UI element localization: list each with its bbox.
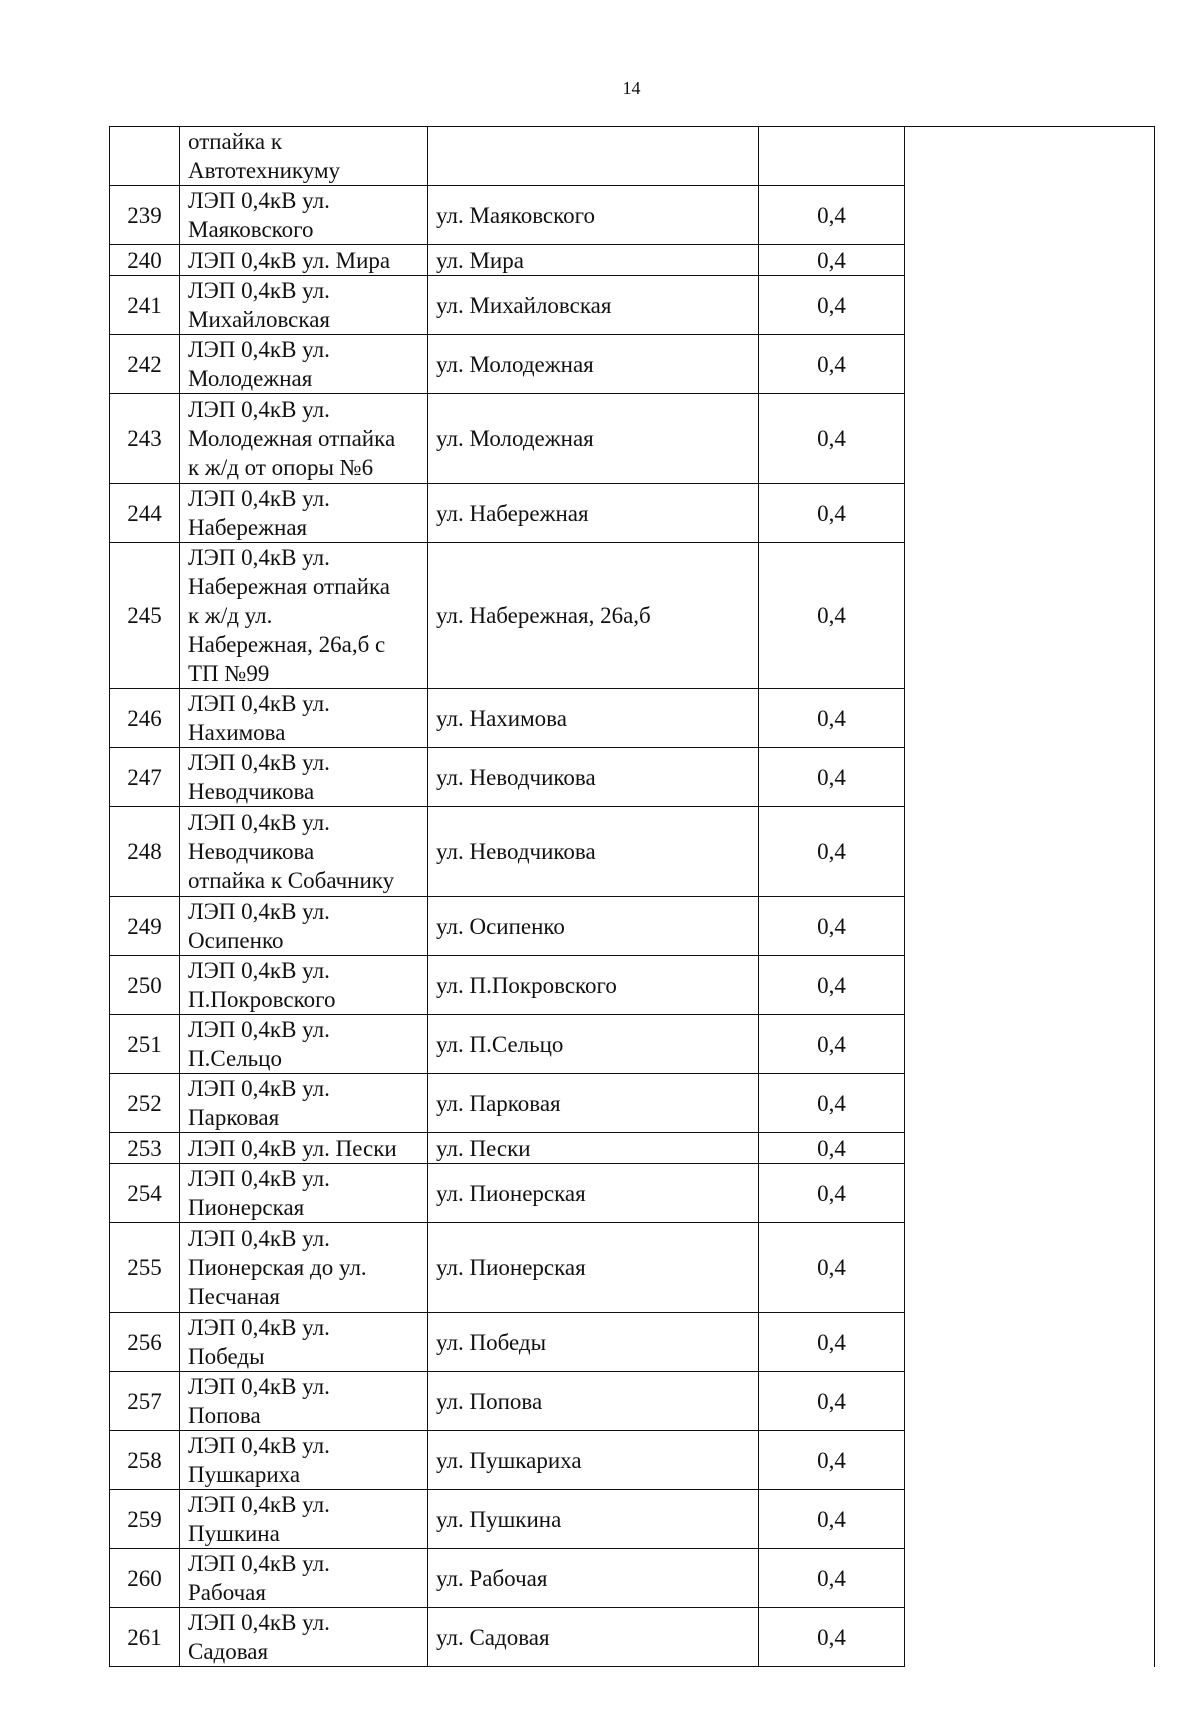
- voltage-cell: 0,4: [759, 689, 905, 748]
- line-name-cell: [180, 186, 428, 245]
- line-name-text: отпайка к Собачнику: [188, 868, 395, 893]
- voltage-cell: 0,4: [759, 335, 905, 394]
- voltage-cell: 0,4: [759, 1431, 905, 1490]
- street-cell: [428, 127, 759, 186]
- line-name-text: Пионерская: [188, 1195, 305, 1220]
- line-name-text: Михайловская: [188, 307, 330, 332]
- line-name-text: ЛЭП 0,4кВ ул.: [188, 1226, 330, 1251]
- street-cell: ул. Пески: [428, 1133, 759, 1164]
- line-name-text: отпайка к: [188, 129, 283, 154]
- voltage-cell: 0,4: [759, 1549, 905, 1608]
- line-name-text: Нахимова: [188, 720, 286, 745]
- row-number: 258: [110, 1431, 180, 1490]
- voltage-cell: 0,4: [759, 1015, 905, 1074]
- row-number: 254: [110, 1164, 180, 1223]
- line-name-cell: [180, 1490, 428, 1549]
- voltage-cell: 0,4: [759, 1490, 905, 1549]
- row-number: 240: [110, 245, 180, 276]
- line-name-cell: [180, 1549, 428, 1608]
- line-name-cell: [180, 245, 428, 276]
- row-number: 257: [110, 1372, 180, 1431]
- line-name-text: ЛЭП 0,4кВ ул.: [188, 1610, 330, 1635]
- page-number: 14: [622, 78, 641, 98]
- line-name-text: ЛЭП 0,4кВ ул.: [188, 1166, 330, 1191]
- street-cell: ул. Неводчикова: [428, 807, 759, 897]
- street-cell: ул. П.Сельцо: [428, 1015, 759, 1074]
- line-name-text: Набережная отпайка: [188, 574, 390, 599]
- line-name-text: Автотехникуму: [188, 158, 341, 183]
- voltage-cell: 0,4: [759, 1223, 905, 1313]
- line-name-cell: [180, 689, 428, 748]
- street-cell: ул. Пушкина: [428, 1490, 759, 1549]
- voltage-cell: 0,4: [759, 276, 905, 335]
- line-name-text: ТП №99: [188, 661, 270, 686]
- street-cell: ул. Попова: [428, 1372, 759, 1431]
- street-cell: ул. Осипенко: [428, 897, 759, 956]
- voltage-cell: [759, 127, 905, 186]
- line-name-text: Неводчикова: [188, 779, 315, 804]
- voltage-cell: 0,4: [759, 807, 905, 897]
- line-name-text: ЛЭП 0,4кВ ул.: [188, 1551, 330, 1576]
- line-name-cell: [180, 1223, 428, 1313]
- line-name-cell: [180, 748, 428, 807]
- line-name-cell: [180, 1608, 428, 1667]
- street-cell: ул. Пионерская: [428, 1223, 759, 1313]
- street-cell: ул. Садовая: [428, 1608, 759, 1667]
- row-number: 251: [110, 1015, 180, 1074]
- line-name-cell: [180, 1074, 428, 1133]
- street-cell: ул. Рабочая: [428, 1549, 759, 1608]
- line-name-cell: [180, 1015, 428, 1074]
- street-cell: ул. Пушкариха: [428, 1431, 759, 1490]
- row-number: 259: [110, 1490, 180, 1549]
- street-cell: ул. Неводчикова: [428, 748, 759, 807]
- voltage-cell: 0,4: [759, 897, 905, 956]
- voltage-cell: 0,4: [759, 186, 905, 245]
- line-name-text: Пушкина: [188, 1521, 280, 1546]
- row-number: 247: [110, 748, 180, 807]
- line-name-text: ЛЭП 0,4кВ ул.: [188, 1076, 330, 1101]
- line-name-text: ЛЭП 0,4кВ ул.: [188, 545, 330, 570]
- row-number: 256: [110, 1313, 180, 1372]
- row-number: 242: [110, 335, 180, 394]
- line-name-text: Молодежная: [188, 366, 313, 391]
- line-name-cell: [180, 1372, 428, 1431]
- voltage-cell: 0,4: [759, 1608, 905, 1667]
- line-name-text: Набережная, 26а,б с: [188, 632, 386, 657]
- row-number: 241: [110, 276, 180, 335]
- line-name-text: ЛЭП 0,4кВ ул. Пески: [188, 1135, 397, 1161]
- street-cell: ул. Набережная: [428, 484, 759, 543]
- line-name-text: ЛЭП 0,4кВ ул.: [188, 691, 330, 716]
- line-name-cell: [180, 807, 428, 897]
- line-name-text: ЛЭП 0,4кВ ул.: [188, 1433, 330, 1458]
- voltage-cell: 0,4: [759, 1313, 905, 1372]
- row-number: 239: [110, 186, 180, 245]
- row-number: 246: [110, 689, 180, 748]
- line-name-cell: [180, 1313, 428, 1372]
- row-number: 252: [110, 1074, 180, 1133]
- street-cell: ул. Нахимова: [428, 689, 759, 748]
- line-name-text: ЛЭП 0,4кВ ул.: [188, 278, 330, 303]
- line-name-text: Молодежная отпайка: [188, 426, 396, 451]
- line-name-text: ЛЭП 0,4кВ ул.: [188, 750, 330, 775]
- street-cell: ул. Пионерская: [428, 1164, 759, 1223]
- line-name-cell: [180, 1133, 428, 1164]
- row-number: 261: [110, 1608, 180, 1667]
- line-name-text: Песчаная: [188, 1284, 281, 1309]
- voltage-cell: 0,4: [759, 1074, 905, 1133]
- row-number: 245: [110, 543, 180, 689]
- street-cell: ул. Набережная, 26а,б: [428, 543, 759, 689]
- line-name-text: Парковая: [188, 1105, 280, 1130]
- table-row: [110, 127, 1155, 186]
- line-name-cell: [180, 543, 428, 689]
- voltage-cell: 0,4: [759, 484, 905, 543]
- notes-column: [905, 127, 1155, 1667]
- voltage-cell: 0,4: [759, 1133, 905, 1164]
- line-name-text: Маяковского: [188, 217, 314, 242]
- line-name-text: Попова: [188, 1403, 261, 1428]
- street-cell: ул. П.Покровского: [428, 956, 759, 1015]
- line-name-text: ЛЭП 0,4кВ ул.: [188, 899, 330, 924]
- line-name-cell: [180, 956, 428, 1015]
- line-name-cell: [180, 1164, 428, 1223]
- street-cell: ул. Мира: [428, 245, 759, 276]
- voltage-cell: 0,4: [759, 956, 905, 1015]
- street-cell: ул. Маяковского: [428, 186, 759, 245]
- line-name-cell: [180, 1431, 428, 1490]
- voltage-cell: 0,4: [759, 245, 905, 276]
- street-cell: ул. Победы: [428, 1313, 759, 1372]
- line-name-text: ЛЭП 0,4кВ ул. Мира: [188, 247, 391, 273]
- street-cell: ул. Михайловская: [428, 276, 759, 335]
- line-name-text: ЛЭП 0,4кВ ул.: [188, 1017, 330, 1042]
- line-name-cell: [180, 394, 428, 484]
- line-name-text: к ж/д ул.: [188, 603, 273, 628]
- line-name-text: Пушкариха: [188, 1462, 301, 1487]
- line-name-text: Осипенко: [188, 928, 284, 953]
- line-name-text: ЛЭП 0,4кВ ул.: [188, 1374, 330, 1399]
- table-body: [110, 127, 1155, 1667]
- line-name-text: П.Сельцо: [188, 1046, 282, 1071]
- voltage-cell: 0,4: [759, 1164, 905, 1223]
- line-name-cell: [180, 276, 428, 335]
- line-name-text: к ж/д от опоры №6: [188, 455, 374, 480]
- line-name-cell: [180, 484, 428, 543]
- line-name-text: Рабочая: [188, 1580, 266, 1605]
- row-number: 250: [110, 956, 180, 1015]
- row-number: 243: [110, 394, 180, 484]
- line-name-text: ЛЭП 0,4кВ ул.: [188, 397, 330, 422]
- line-name-text: ЛЭП 0,4кВ ул.: [188, 1315, 330, 1340]
- power-lines-table: [109, 126, 1155, 1667]
- row-number: [110, 127, 180, 186]
- line-name-text: ЛЭП 0,4кВ ул.: [188, 958, 330, 983]
- line-name-text: ЛЭП 0,4кВ ул.: [188, 337, 330, 362]
- row-number: 253: [110, 1133, 180, 1164]
- line-name-text: ЛЭП 0,4кВ ул.: [188, 1492, 330, 1517]
- line-name-cell: [180, 897, 428, 956]
- row-number: 249: [110, 897, 180, 956]
- line-name-text: ЛЭП 0,4кВ ул.: [188, 188, 330, 213]
- voltage-cell: 0,4: [759, 748, 905, 807]
- line-name-text: П.Покровского: [188, 987, 336, 1012]
- street-cell: ул. Молодежная: [428, 394, 759, 484]
- row-number: 244: [110, 484, 180, 543]
- line-name-text: Неводчикова: [188, 839, 315, 864]
- row-number: 248: [110, 807, 180, 897]
- line-name-cell: [180, 335, 428, 394]
- line-name-cell: [180, 127, 428, 186]
- line-name-text: Пионерская до ул.: [188, 1255, 367, 1280]
- voltage-cell: 0,4: [759, 543, 905, 689]
- line-name-text: ЛЭП 0,4кВ ул.: [188, 810, 330, 835]
- voltage-cell: 0,4: [759, 394, 905, 484]
- row-number: 260: [110, 1549, 180, 1608]
- line-name-text: Садовая: [188, 1639, 269, 1664]
- line-name-text: Набережная: [188, 515, 308, 540]
- line-name-text: ЛЭП 0,4кВ ул.: [188, 486, 330, 511]
- street-cell: ул. Парковая: [428, 1074, 759, 1133]
- voltage-cell: 0,4: [759, 1372, 905, 1431]
- row-number: 255: [110, 1223, 180, 1313]
- line-name-text: Победы: [188, 1344, 265, 1369]
- street-cell: ул. Молодежная: [428, 335, 759, 394]
